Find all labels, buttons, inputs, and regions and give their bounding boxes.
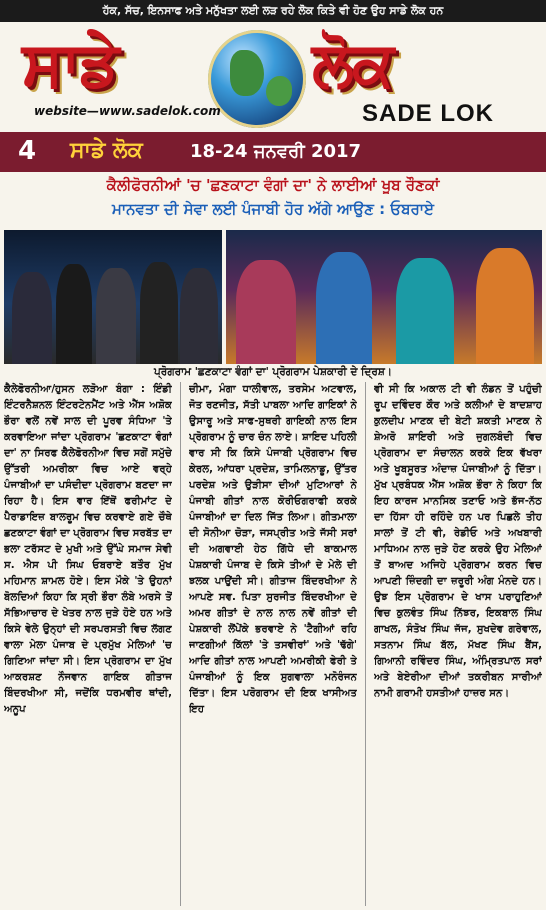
masthead-title-right: ਲੋਕ — [312, 27, 393, 100]
article-column-3: ਵੀ ਸੀ ਕਿ ਅਕਾਲ ਟੀ ਵੀ ਲੰਡਨ ਤੋਂ ਪਹੁੰਚੀ ਰੂਪ ਦਵਿੰਦਰ ਕੌਰ ਅਤੇ ਕਲੀਆਂ ਦੇ ਬਾਦਸ਼ਾਹ ਕੁਲਦੀਪ ਮਾਣਕ ਦੀ ਬੇਟੀ ਸ਼ਕਤੀ ਮਾਣਕ ਨੇ ਸ਼ੇਅਰੋ ਸ਼ਾਇਰੀ ਅਤੇ ਜੁਗਲਬੰਦੀ ਵਿਚ ਪ੍ਰੋਗਰਾਮ ਦਾ ਸੰਚਾਲਨ ਕਰਕੇ ਇਕ ਵੱਖਰਾ ਅਤੇ ਖੂਬਸੂਰਤ ਅੰਦਾਜ਼ ਪੰਜਾਬੀਆਂ ਨੂੰ ਦਿੱਤਾ। ਮੁੱਖ ਪ੍ਰਬੰਧਕ ਐੱਸ ਅਸ਼ੋਕ ਭੌਰਾ ਨੇ ਕਿਹਾ ਕਿ ਇਹ ਕਾਰਜ ਮਾਨਸਿਕ ਤਣਾਓ ਅਤੇ ਭੱਜ-ਨੱਠ ਦਾ ਹਿੱਸਾ ਹੀ ਰਹਿੰਦੇ ਹਨ ਪਰ ਪਿਛਲੇ ਤੀਹ ਸਾਲਾਂ ਤੋਂ ਟੀ ਵੀ, ਰੇਡੀਓ ਅਤੇ ਅਖਬਾਰੀ ਮਾਧਿਅਮ ਨਾਲ ਜੁੜੇ ਹੋਣ ਕਰਕੇ ਉਹ ਮੇਲਿਆਂ ਤੋਂ ਬਾਅਦ ਅਜਿਹੇ ਪ੍ਰੋਗਰਾਮ ਕਰਨ ਵਿਚ ਆਪਣੀ ਜ਼ਿੰਦਗੀ ਦਾ ਜ਼ਰੂਰੀ ਅੰਗ ਮੰਨਦੇ ਹਨ। ਉਝ ਇਸ ਪ੍ਰੋਗਰਾਮ ਦੇ ਖਾਸ ਪਰਾਹੁਣਿਆਂ ਵਿਚ ਕੁਲਵੰਤ ਸਿੰਘ ਨਿੱਝਰ, ਇਕਬਾਲ ਸਿੰਘ ਗਾਖਲ, ਸੰਤੋਖ ਸਿੰਘ ਜੱਜ, ਸੁਖਦੇਵ ਗਰੇਵਾਲ, ਸਤਨਾਮ ਸਿੰਘ ਬੱਲ, ਮੱਖਣ ਸਿੰਘ ਬੈਂਸ, ਗਿਆਨੀ ਰਵਿੰਦਰ ਸਿੰਘ, ਅੰਮ੍ਰਿਤਪਾਲ ਸਰਾਂ ਅਤੇ ਬੇਏਰੀਆ ਦੀਆਂ ਤਕਰੀਬਨ ਸਾਰੀਆਂ ਨਾਮੀ ਗਰਾਮੀ ਹਸਤੀਆਂ ਹਾਜ਼ਰ ਸਨ। — [374, 384, 542, 699]
photo-award-ceremony — [4, 230, 222, 364]
column-divider — [180, 382, 181, 906]
masthead-title-left: ਸਾਡੇ — [22, 27, 118, 100]
article-body — [4, 382, 542, 906]
page-number: 4 — [18, 136, 37, 166]
photo-stage-performance — [226, 230, 542, 364]
issue-bar-logo: ਸਾਡੇ ਲੋਕ — [70, 138, 143, 163]
masthead — [0, 22, 546, 132]
globe-logo-icon — [208, 30, 306, 128]
photo-caption: ਪ੍ਰੋਗਰਾਮ 'ਛਣਕਾਟਾ ਵੰਗਾਂ ਦਾ' ਪ੍ਰੋਗਰਾਮ ਪੇਸ਼ਕਾਰੀ ਦੇ ਦ੍ਰਿਸ਼। — [154, 366, 392, 378]
article-column-2: ਚੀਮਾ, ਮੰਗਾ ਧਾਲੀਵਾਲ, ਤਰਸੇਮ ਅਟਵਾਲ, ਜੋਤ ਰਣਜੀਤ, ਸੱਤੀ ਪਾਬਲਾ ਆਦਿ ਗਾਇਕਾਂ ਨੇ ਉਸਾਰੂ ਅਤੇ ਸਾਫ-ਸੁਥਰੀ ਗਾਇਕੀ ਨਾਲ ਇਸ ਪ੍ਰੋਗਰਾਮ ਨੂੰ ਚਾਰ ਚੰਨ ਲਾਏ। ਸ਼ਾਇਦ ਪਹਿਲੀ ਵਾਰ ਸੀ ਕਿ ਕਿਸੇ ਪੰਜਾਬੀ ਪ੍ਰੋਗਰਾਮ ਵਿਚ ਕੇਰਲ, ਆਂਧਰਾ ਪ੍ਰਦੇਸ਼, ਤਾਮਿਲਨਾਡੂ, ਉੱਤਰ ਪਰਦੇਸ਼ ਅਤੇ ਉੜੀਸਾ ਦੀਆਂ ਮੁਟਿਆਰਾਂ ਨੇ ਪੰਜਾਬੀ ਗੀਤਾਂ ਨਾਲ ਕੋਰੀਓਗਰਾਫੀ ਕਰਕੇ ਪੰਜਾਬੀਆਂ ਦਾ ਦਿਲ ਜਿੱਤ ਲਿਆ। ਗੀਤਮਾਲਾ ਦੀ ਸੋਨੀਆ ਚੋੜਾ, ਜਸਪ੍ਰੀਤ ਅਤੇ ਜੱਸੀ ਸਰਾਂ ਦੀ ਅਗਵਾਈ ਹੇਠ ਗਿੱਧੇ ਦੀ ਬਾਕਮਾਲ ਪੇਸ਼ਕਾਰੀ ਪੰਜਾਬ ਦੇ ਕਿਸੇ ਤੀਆਂ ਦੇ ਮੇਲੇ ਦੀ ਝਲਕ ਪਾਉਂਦੀ ਸੀ। ਗੀਤਾਜ ਬਿੰਦਰਖੀਆ ਨੇ ਆਪਣੇ ਸਵ. ਪਿਤਾ ਸੁਰਜੀਤ ਬਿੰਦਰਖੀਆ ਦੇ ਅਮਰ ਗੀਤਾਂ ਦੇ ਨਾਲ ਨਾਲ ਨਵੇਂ ਗੀਤਾਂ ਦੀ ਪੇਸ਼ਕਾਰੀ ਲੋਂਪੇਂਕੇ ਭਰਵਾਏ ਨੇ 'ਟੈਗੀਆਂ ਰਹਿ ਜਾਣਗੀਆਂ ਕਿੱਲਾਂ 'ਤੇ ਤਸਵੀਰਾਂ' ਅਤੇ 'ਢੱਗੇ' ਆਦਿ ਗੀਤਾਂ ਨਾਲ ਆਪਣੀ ਅਮਰੀਕੀ ਫੇਰੀ ਤੇ ਪੰਜਾਬੀਆਂ ਨੂੰ ਇਕ ਸੁਗਵਾਲਾ ਮਨੋਰੰਜਨ ਦਿੱਤਾ। ਇਸ ਪਰੋਗਰਾਮ ਦੀ ਇਕ ਖਾਸੀਅਤ ਇਹ — [189, 384, 357, 715]
issue-date: 18-24 ਜਨਵਰੀ 2017 — [190, 141, 362, 162]
column-divider — [365, 382, 366, 906]
issue-bar — [0, 132, 546, 172]
article-headline: ਕੈਲੀਫੋਰਨੀਆਂ 'ਚ 'ਛਣਕਾਟਾ ਵੰਗਾਂ ਦਾ' ਨੇ ਲਾਈਆਂ ਖੂਬ ਰੌਣਕਾਂ — [106, 176, 440, 194]
masthead-tagline: ਹੱਕ, ਸੱਚ, ਇਨਸਾਫ ਅਤੇ ਮਨੁੱਖਤਾ ਲਈ ਲੜ ਰਹੇ ਲੋਕ ਕਿਤੇ ਵੀ ਹੋਣ ਉਹ ਸਾਡੇ ਲੋਕ ਹਨ — [0, 0, 546, 22]
masthead-title-english: SADE LOK — [362, 100, 495, 127]
website-link[interactable]: website—www.sadelok.com — [34, 104, 221, 118]
article-column-1: ਕੈਲੇਫੋਰਨੀਆ/ਹੁਸਨ ਲੜੋਆ ਬੰਗਾ : ਇੰਡੀ ਇੰਟਰਨੈਸ਼ਨਲ ਇੰਟਰਟੇਨਮੈਂਟ ਅਤੇ ਐੱਸ ਅਸ਼ੋਕ ਭੌਰਾ ਵਲੋਂ ਨਵੇਂ ਸਾਲ ਦੀ ਪੂਰਵ ਸੰਧਿਆ 'ਤੇ ਕਰਵਾਇਆ ਜਾਂਦਾ ਪ੍ਰੋਗਰਾਮ 'ਛਣਕਾਟਾ ਵੰਗਾਂ ਦਾ' ਨਾ ਸਿਰਫ ਕੈਲੇਫੋਰਨੀਆ ਵਿਚ ਸਗੋਂ ਸਮੁੱਚੇ ਉੱਤਰੀ ਅਮਰੀਕਾ ਵਿਚ ਆਏ ਵਰ੍ਹੇ ਪੰਜਾਬੀਆਂ ਦਾ ਪਸੰਦੀਦਾ ਪ੍ਰੋਗਰਾਮ ਬਣਦਾ ਜਾ ਰਿਹਾ ਹੈ। ਇਸ ਵਾਰ ਇੱਥੋਂ ਫਰੀਮਾਂਟ ਦੇ ਪੈਰਾਡਾਇਜ਼ ਬਾਲਰੂਮ ਵਿਚ ਕਰਵਾਏ ਗਏ ਚੌਥੇ ਛਣਕਾਟਾ ਵੰਗਾਂ ਦਾ ਪ੍ਰੋਗਰਾਮ ਵਿਚ ਸਰਬੱਤ ਦਾ ਭਲਾ ਟਰੱਸਟ ਦੇ ਮੁਖੀ ਅਤੇ ਉੱਘੇ ਸਮਾਜ ਸੇਵੀ ਸ. ਐਸ ਪੀ ਸਿਘ ਓਬਰਾਏ ਬਤੌਰ ਮੁੱਖ ਮਹਿਮਾਨ ਸ਼ਾਮਲ ਹੋਏ। ਇਸ ਮੌਕੇ 'ਤੇ ਉਹਨਾਂ ਬੋਲਦਿਆਂ ਕਿਹਾ ਕਿ ਸ੍ਰੀ ਭੌਰਾ ਲੰਬੇ ਅਰਸੇ ਤੋਂ ਸੱਭਿਆਚਾਰ ਦੇ ਖੇਤਰ ਨਾਲ ਜੁੜੇ ਹੋਏ ਹਨ ਅਤੇ ਕਿਸੇ ਵੇਲੇ ਉਨ੍ਹਾਂ ਦੀ ਸਰਪਰਸਤੀ ਵਿਚ ਲੱਗਣ ਵਾਲਾ ਮੇਲਾ ਪੰਜਾਬ ਦੇ ਪ੍ਰਮੁੱਖ ਮੇਲਿਆਂ 'ਚ ਗਿਣਿਆ ਜਾਂਦਾ ਸੀ। ਇਸ ਪ੍ਰੋਗਰਾਮ ਦਾ ਮੁੱਖ ਆਕਰਸ਼ਣ ਨੌਜਵਾਨ ਗਾਇਕ ਗੀਤਾਜ ਬਿੰਦਰਖੀਆ ਸੀ, ਜਦੋਂਕਿ ਧਰਮਵੀਰ ਥਾਂਦੀ, ਅਨੂਪ — [4, 384, 172, 715]
article-subheadline: ਮਾਨਵਤਾ ਦੀ ਸੇਵਾ ਲਈ ਪੰਜਾਬੀ ਹੋਰ ਅੱਗੇ ਆਉਣ : ਓਬਰਾਏ — [111, 200, 435, 218]
